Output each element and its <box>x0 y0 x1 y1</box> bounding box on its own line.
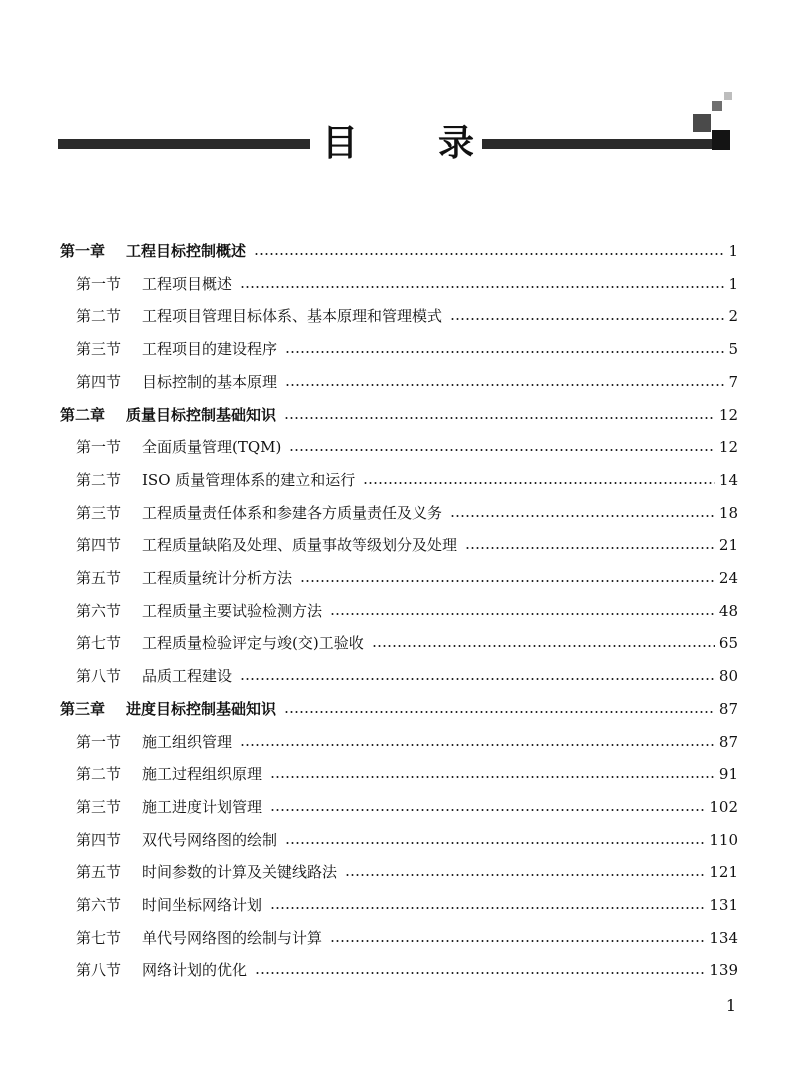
toc-entry-number: 第七节 <box>76 928 122 947</box>
toc-dot-leader <box>284 417 715 419</box>
toc-dot-leader <box>363 482 715 484</box>
toc-entry-page: 12 <box>718 405 738 424</box>
toc-entry-page: 131 <box>709 896 738 914</box>
toc-entry-number: 第一节 <box>76 438 122 457</box>
toc-entry-title: 品质工程建设 <box>142 667 233 686</box>
title-char-1: 目 <box>322 123 359 164</box>
toc-entry-title: 工程质量责任体系和参建各方质量责任及义务 <box>142 503 443 522</box>
toc-entry-page: 139 <box>709 961 738 980</box>
toc-section-entry[interactable] <box>76 465 738 495</box>
toc-entry-number: 第四节 <box>76 372 122 391</box>
toc-entry-title: 进度目标控制基础知识 <box>126 699 277 718</box>
toc-entry-page: 80 <box>718 667 738 686</box>
toc-entry-title: 工程质量缺陷及处理、质量事故等级划分及处理 <box>142 536 458 555</box>
toc-dot-leader <box>285 842 705 844</box>
toc-entry-page: 91 <box>718 765 738 784</box>
toc-entry-number: 第六节 <box>76 896 122 914</box>
toc-dot-leader <box>254 253 724 255</box>
toc-section-entry[interactable] <box>76 923 738 953</box>
toc-section-entry[interactable] <box>76 367 738 397</box>
toc-section-entry[interactable] <box>76 269 738 299</box>
toc-entry-number: 第三节 <box>76 503 122 522</box>
toc-entry-number: 第三节 <box>76 797 122 816</box>
toc-dot-leader <box>255 972 705 974</box>
toc-entry-number: 第五节 <box>76 863 122 882</box>
toc-section-entry[interactable] <box>76 727 738 757</box>
toc-entry-title: 施工进度计划管理 <box>142 797 263 816</box>
toc-entry-number: 第二节 <box>76 307 122 326</box>
toc-dot-leader <box>465 547 715 549</box>
toc-section-entry[interactable] <box>76 955 738 985</box>
toc-entry-title: 全面质量管理(TQM) <box>142 438 282 457</box>
toc-entry-number: 第二节 <box>76 470 122 489</box>
toc-entry-page: 102 <box>709 797 738 816</box>
toc-entry-title: 工程目标控制概述 <box>126 242 247 260</box>
title-char-2: 录 <box>437 123 474 164</box>
toc-section-entry[interactable] <box>76 628 738 658</box>
page-title <box>322 122 474 166</box>
toc-section-entry[interactable] <box>76 890 738 920</box>
toc-dot-leader <box>300 580 715 582</box>
toc-entry-title: 工程项目的建设程序 <box>142 340 278 359</box>
toc-entry-title: 工程质量统计分析方法 <box>142 569 293 587</box>
toc-entry-page: 110 <box>709 830 738 849</box>
toc-section-entry[interactable] <box>76 301 738 331</box>
toc-entry-title: 网络计划的优化 <box>142 961 248 980</box>
toc-section-entry[interactable] <box>76 530 738 560</box>
toc-entry-page: 134 <box>709 928 738 947</box>
toc-chapter-entry[interactable] <box>60 400 738 430</box>
toc-entry-title: 工程质量检验评定与竣(交)工验收 <box>142 634 364 653</box>
toc-entry-title: 时间坐标网络计划 <box>142 896 263 914</box>
toc-entry-title: ISO 质量管理体系的建立和运行 <box>142 470 356 489</box>
toc-entry-page: 21 <box>718 536 738 555</box>
toc-entry-number: 第八节 <box>76 667 122 686</box>
toc-entry-page: 5 <box>728 340 738 359</box>
toc-section-entry[interactable] <box>76 596 738 626</box>
toc-entry-number: 第七节 <box>76 634 122 653</box>
toc-dot-leader <box>270 907 705 909</box>
toc-entry-number: 第八节 <box>76 961 122 980</box>
toc-dot-leader <box>345 874 705 876</box>
decorative-square-icon <box>724 92 732 100</box>
header-rule-left <box>58 139 310 149</box>
toc-dot-leader <box>270 809 705 811</box>
toc-entry-page: 14 <box>718 470 738 489</box>
toc-section-entry[interactable] <box>76 661 738 691</box>
toc-entry-number: 第一节 <box>76 732 122 751</box>
toc-chapter-entry[interactable] <box>60 694 738 724</box>
toc-entry-title: 时间参数的计算及关键线路法 <box>142 863 338 882</box>
toc-dot-leader <box>285 384 724 386</box>
toc-entry-number: 第一章 <box>60 242 106 260</box>
toc-entry-page: 24 <box>718 569 738 587</box>
toc-entry-page: 87 <box>718 699 738 718</box>
header-rule-right <box>482 139 720 149</box>
toc-entry-number: 第三节 <box>76 340 122 359</box>
toc-entry-number: 第二章 <box>60 405 106 424</box>
toc-dot-leader <box>450 318 724 320</box>
toc-section-entry[interactable] <box>76 334 738 364</box>
page-number: 1 <box>725 996 736 1015</box>
decorative-square-icon <box>712 101 722 111</box>
toc-section-entry[interactable] <box>76 498 738 528</box>
toc-entry-title: 质量目标控制基础知识 <box>126 405 277 424</box>
toc-dot-leader <box>284 711 715 713</box>
toc-dot-leader <box>330 940 705 942</box>
toc-dot-leader <box>450 515 715 517</box>
toc-entry-number: 第四节 <box>76 536 122 555</box>
toc-section-entry[interactable] <box>76 563 738 593</box>
toc-entry-number: 第二节 <box>76 765 122 784</box>
toc-entry-page: 18 <box>718 503 738 522</box>
toc-entry-page: 12 <box>718 438 738 457</box>
toc-entry-title: 双代号网络图的绘制 <box>142 830 278 849</box>
toc-section-entry[interactable] <box>76 759 738 789</box>
toc-entry-number: 第四节 <box>76 830 122 849</box>
toc-dot-leader <box>289 449 715 451</box>
toc-entry-title: 工程项目管理目标体系、基本原理和管理模式 <box>142 307 443 326</box>
toc-section-entry[interactable] <box>76 857 738 887</box>
toc-section-entry[interactable] <box>76 825 738 855</box>
toc-entry-number: 第六节 <box>76 601 122 620</box>
decorative-square-icon <box>712 130 730 150</box>
toc-entry-title: 施工组织管理 <box>142 732 233 751</box>
toc-entry-page: 1 <box>728 274 738 293</box>
toc-entry-number: 第三章 <box>60 699 106 718</box>
toc-entry-title: 工程项目概述 <box>142 274 233 293</box>
toc-entry-page: 121 <box>709 863 738 882</box>
toc-entry-page: 1 <box>728 242 738 260</box>
toc-dot-leader <box>372 645 715 647</box>
toc-entry-page: 87 <box>718 732 738 751</box>
toc-entry-page: 65 <box>718 634 738 653</box>
toc-entry-number: 第五节 <box>76 569 122 587</box>
toc-section-entry[interactable] <box>76 432 738 462</box>
toc-entry-title: 施工过程组织原理 <box>142 765 263 784</box>
toc-entry-title: 目标控制的基本原理 <box>142 372 278 391</box>
toc-entry-page: 7 <box>728 372 738 391</box>
toc-entry-page: 2 <box>728 307 738 326</box>
decorative-square-icon <box>693 114 711 132</box>
toc-entry-number: 第一节 <box>76 274 122 293</box>
toc-entry-title: 单代号网络图的绘制与计算 <box>142 928 323 947</box>
toc-entry-page: 48 <box>718 601 738 620</box>
toc-chapter-entry[interactable] <box>60 236 738 266</box>
toc-dot-leader <box>240 678 715 680</box>
toc-entry-title: 工程质量主要试验检测方法 <box>142 601 323 620</box>
toc-dot-leader <box>330 613 715 615</box>
toc-dot-leader <box>285 351 724 353</box>
toc-section-entry[interactable] <box>76 792 738 822</box>
toc-dot-leader <box>240 286 724 288</box>
toc-dot-leader <box>240 744 715 746</box>
toc-header <box>0 0 790 200</box>
toc-dot-leader <box>270 776 715 778</box>
